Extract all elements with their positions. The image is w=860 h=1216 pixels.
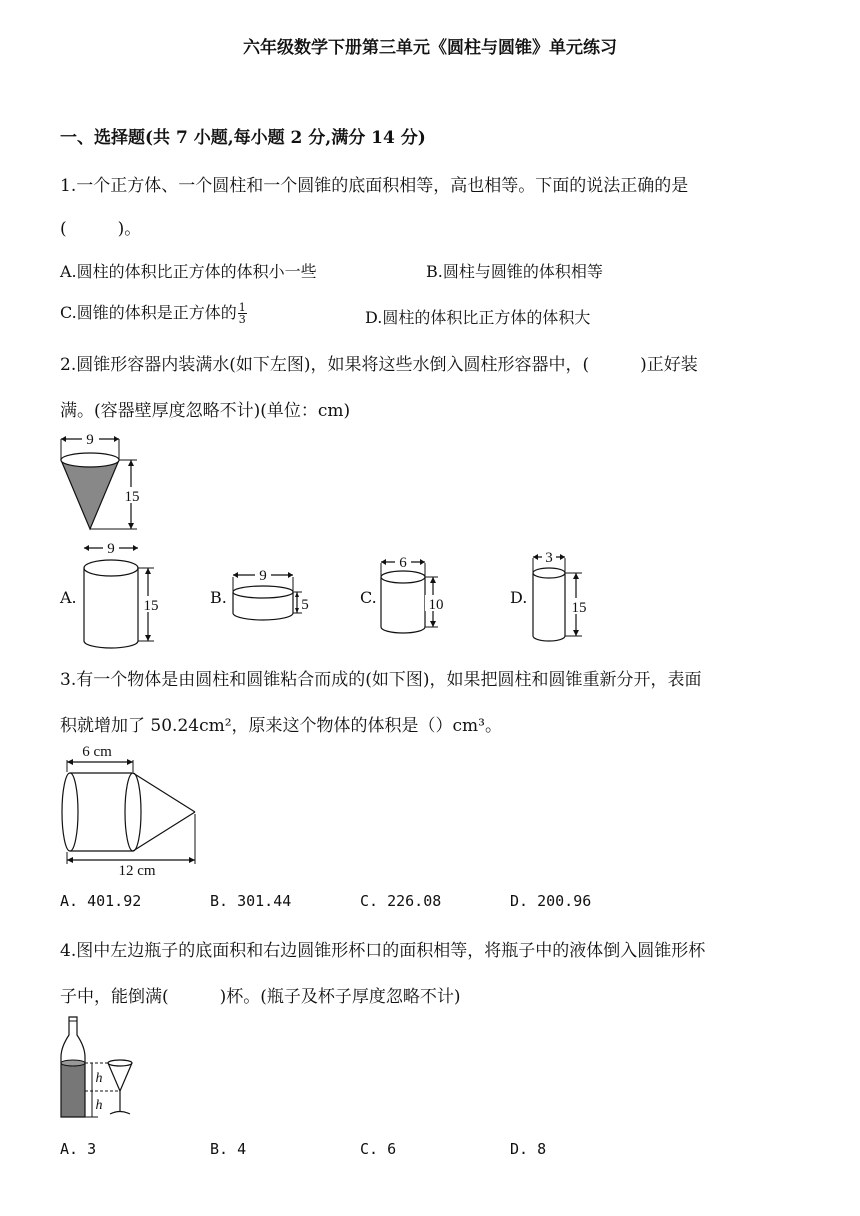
bottle-and-cup-figure	[58, 1015, 138, 1123]
q3-stem-line1: 3.有一个物体是由圆柱和圆锥粘合而成的(如下图)，如果把圆柱和圆锥重新分开，表面	[60, 670, 702, 690]
q3-stem-line2: 积就增加了 50.24cm²，原来这个物体的体积是（）cm³。	[60, 716, 502, 736]
q2-option-b-letter: B.	[210, 588, 227, 607]
cylinder-d-figure	[528, 548, 598, 643]
cylinder-b-diameter: 9	[259, 568, 267, 584]
q1-option-c	[60, 300, 247, 325]
q3-option-b: B. 301.44	[210, 892, 292, 910]
fraction-numerator: 1	[238, 301, 246, 314]
cylinder-a-height: 15	[143, 598, 159, 614]
q2-option-a-letter: A.	[60, 588, 77, 607]
section-heading: 一、选择题(共 7 小题,每小题 2 分,满分 14 分)	[60, 128, 426, 148]
q4-option-c: C. 6	[360, 1140, 397, 1158]
q3-option-a: A. 401.92	[60, 892, 142, 910]
fraction-denominator: 3	[238, 313, 246, 326]
q3-option-c: C. 226.08	[360, 892, 442, 910]
q4-stem-line2: 子中，能倒满( )杯。(瓶子及杯子厚度忽略不计)	[60, 987, 461, 1007]
q4-stem-line1: 4.图中左边瓶子的底面积和右边圆锥形杯口的面积相等，将瓶子中的液体倒入圆锥形杯	[60, 941, 706, 961]
cone-figure	[55, 432, 155, 537]
lower-h-label: h	[95, 1098, 103, 1113]
q4-option-a: A. 3	[60, 1140, 97, 1158]
cone-height-label: 15	[124, 489, 140, 505]
q1-option-b: B.圆柱与圆锥的体积相等	[426, 262, 603, 281]
page-title: 六年级数学下册第三单元《圆柱与圆锥》单元练习	[243, 38, 617, 58]
q3-option-d: D. 200.96	[510, 892, 592, 910]
cylinder-c-diameter: 6	[399, 555, 407, 571]
q2-stem-line1: 2.圆锥形容器内装满水(如下左图)，如果将这些水倒入圆柱形容器中，( )正好装	[60, 355, 698, 375]
q1-stem-line2: ( )。	[60, 219, 142, 239]
q4-option-b: B. 4	[210, 1140, 247, 1158]
fraction-one-third	[238, 302, 247, 325]
q2-stem-line2: 满。(容器壁厚度忽略不计)(单位：cm)	[60, 401, 351, 421]
q1-option-d: D.圆柱的体积比正方体的体积大	[365, 308, 591, 327]
q2-option-d-letter: D.	[510, 588, 528, 607]
q1-stem-line1: 1.一个正方体、一个圆柱和一个圆锥的底面积相等，高也相等。下面的说法正确的是	[60, 176, 689, 196]
cylinder-cone-figure	[55, 740, 205, 880]
q1-option-a: A.圆柱的体积比正方体的体积小一些	[60, 262, 317, 281]
upper-h-label: h	[95, 1071, 103, 1086]
cylinder-c-figure	[378, 553, 458, 635]
cylinder-d-diameter: 3	[545, 550, 553, 566]
cylinder-a-figure	[82, 538, 172, 650]
cone-diameter-label: 9	[86, 432, 94, 448]
cylinder-b-figure	[230, 565, 320, 627]
cylinder-a-diameter: 9	[107, 541, 115, 557]
figure-top-label: 6 cm	[82, 744, 112, 760]
q2-option-c-letter: C.	[360, 588, 377, 607]
cylinder-c-height: 10	[428, 597, 444, 613]
q1-option-c-text: C.圆锥的体积是正方体的	[60, 303, 237, 322]
cylinder-b-height: 5	[301, 597, 309, 613]
figure-bottom-label: 12 cm	[118, 863, 156, 879]
cylinder-d-height: 15	[571, 600, 587, 616]
q4-option-d: D. 8	[510, 1140, 547, 1158]
